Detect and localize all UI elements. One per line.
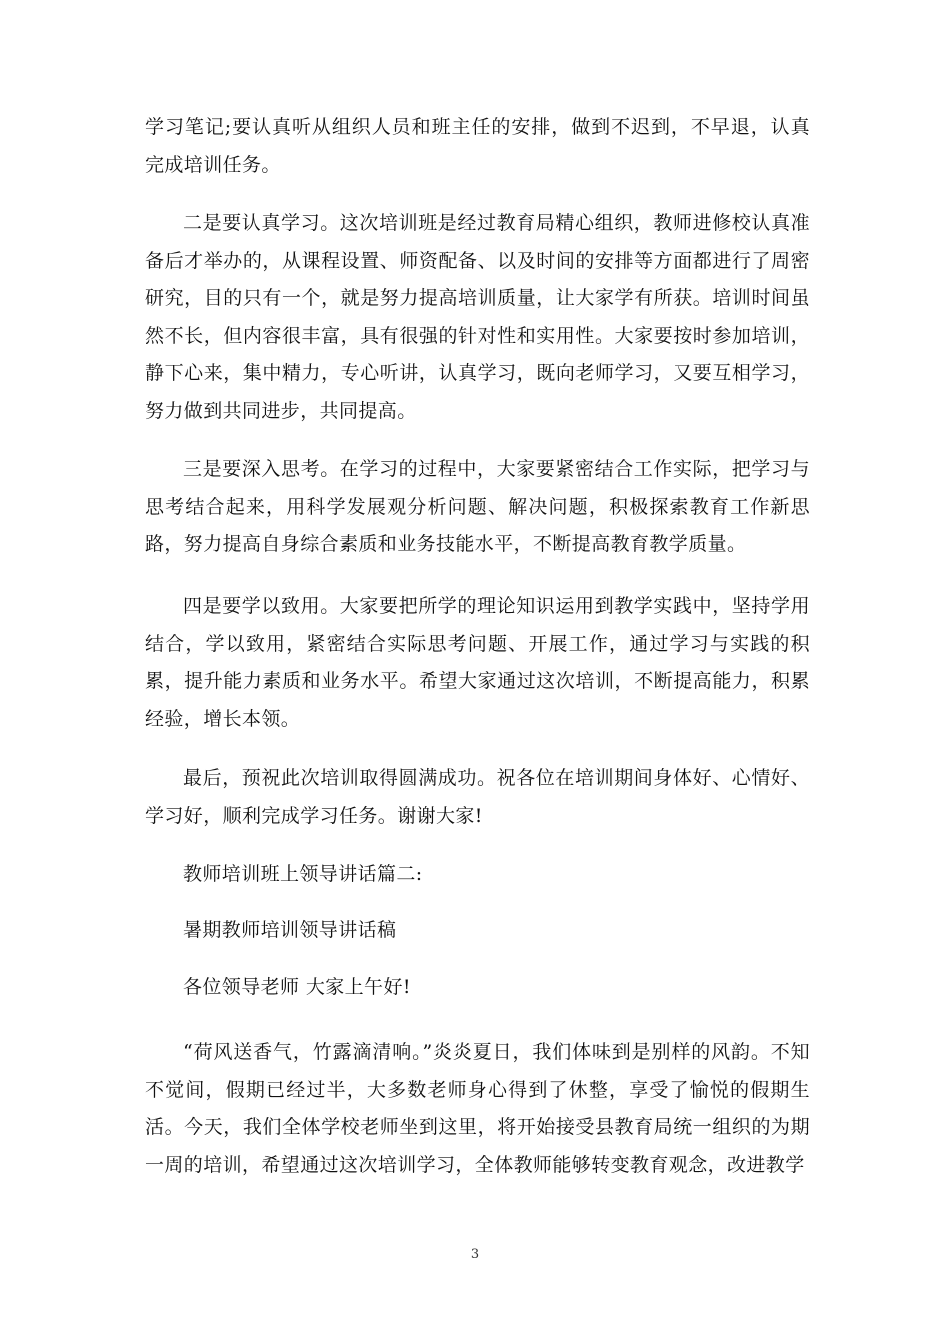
speech-title: 暑期教师培训领导讲话稿 (183, 919, 397, 941)
paragraph-point-four: 四是要学以致用。大家要把所学的理论知识运用到教学实践中，坚持学用结合，学以致用，紧密结合实际思考问题、开展工作，通过学习与实践的积累，提升能力素质和业务水平。希望大家通过这次培训，不断提高能力，积累经验，增长本领。 (145, 595, 810, 730)
paragraph-point-two: 二是要认真学习。这次培训班是经过教育局精心组织，教师进修校认真准备后才举办的，从课程设置、师资配备、以及时间的安排等方面都进行了周密研究，目的只有一个，就是努力提高培训质量，让大家学有所获。培训时间虽然不长，但内容很丰富，具有很强的针对性和实用性。大家要按时参加培训，静下心来，集中精力，专心听讲，认真学习，既向老师学习，又要互相学习，努力做到共同进步，共同提高。 (145, 212, 810, 422)
paragraph-point-three: 三是要深入思考。在学习的过程中，大家要紧密结合工作实际，把学习与思考结合起来，用科学发展观分析问题、解决问题，积极探索教育工作新思路，努力提高自身综合素质和业务技能水平，不断提高教育教学质量。 (145, 458, 810, 555)
speech-greeting: 各位领导老师 大家上午好! (183, 976, 411, 998)
paragraph-continuation: 学习笔记;要认真听从组织人员和班主任的安排，做到不迟到，不早退，认真完成培训任务。 (145, 116, 810, 176)
speech-opening-paragraph: “荷风送香气，竹露滴清响。”炎炎夏日，我们体味到是别样的风韵。不知不觉间，假期已经过半，大多数老师身心得到了休整，享受了愉悦的假期生活。今天，我们全体学校老师坐到这里，将开始接受县教育局统一组织的为期一周的培训，希望通过这次培训学习，全体教师能够转变教育观念，改进教学 (145, 1041, 810, 1176)
paragraph-closing: 最后，预祝此次培训取得圆满成功。祝各位在培训期间身体好、心情好、学习好，顺利完成学习任务。谢谢大家! (145, 767, 810, 827)
section-heading-part-two: 教师培训班上领导讲话篇二: (183, 863, 423, 885)
page-number: 3 (470, 1247, 480, 1262)
